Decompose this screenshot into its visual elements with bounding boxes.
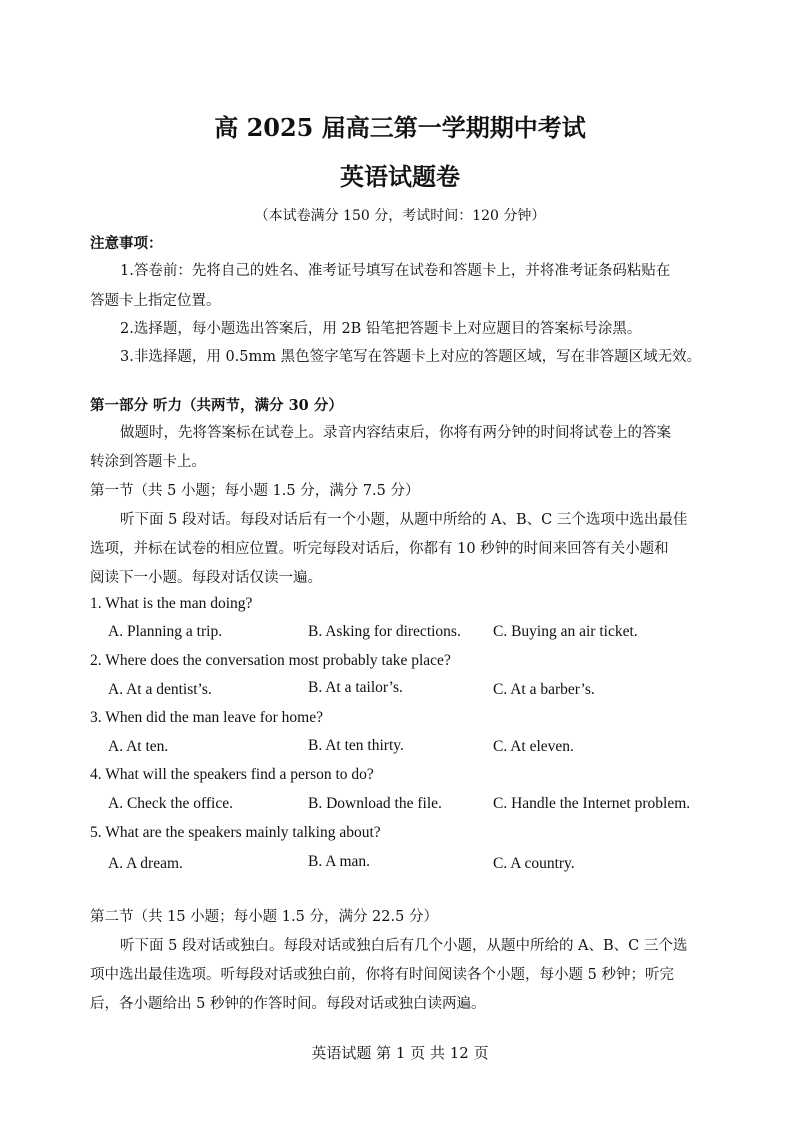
question-5-option-c: C. A country. — [493, 855, 575, 872]
notes-heading: 注意事项： — [90, 235, 163, 252]
part1-intro-line-1: 做题时，先将答案标在试卷上。录音内容结束后，你将有两分钟的时间将试卷上的答案 — [120, 425, 671, 441]
notes-item-2: 2.选择题，每小题选出答案后，用 2B 铅笔把答题卡上对应题目的答案标号涂黑。 — [120, 321, 642, 337]
question-5-stem: 5. What are the speakers mainly talking about? — [90, 824, 381, 841]
question-2-option-c: C. At a barber’s. — [493, 681, 595, 698]
question-1-option-a: A. Planning a trip. — [108, 623, 223, 640]
section1-intro-line-2: 选项，并标在试卷的相应位置。听完每段对话后，你都有 10 秒钟的时间来回答有关小题和 — [90, 541, 669, 557]
question-4-option-c: C. Handle the Internet problem. — [493, 795, 691, 812]
exam-title: 高 2025 届高三第一学期期中考试 — [214, 113, 586, 142]
section1-intro-line-1: 听下面 5 段对话。每段对话后有一个小题，从题中所给的 A、B、C 三个选项中选出最佳 — [120, 512, 688, 528]
question-4-stem: 4. What will the speakers find a person to do? — [90, 766, 374, 783]
exam-subtitle: 英语试题卷 — [340, 162, 460, 191]
question-1-option-b: B. Asking for directions. — [308, 623, 461, 640]
section2-intro-line-3: 后，各小题给出 5 秒钟的作答时间。每段对话或独白读两遍。 — [90, 996, 486, 1012]
section2-intro-line-1: 听下面 5 段对话或独白。每段对话或独白后有几个小题，从题中所给的 A、B、C 三个选 — [120, 938, 688, 954]
question-4-option-a: A. Check the office. — [108, 795, 233, 812]
section1-heading: 第一节（共 5 小题；每小题 1.5 分，满分 7.5 分） — [90, 483, 420, 499]
notes-item-1-line-2: 答题卡上指定位置。 — [90, 293, 221, 309]
part1-intro-line-2: 转涂到答题卡上。 — [90, 454, 206, 470]
question-3-option-b: B. At ten thirty. — [308, 737, 404, 754]
section2-intro-line-2: 项中选出最佳选项。听每段对话或独白前，你将有时间阅读各个小题，每小题 5 秒钟；听完 — [90, 967, 674, 983]
section2-heading: 第二节（共 15 小题；每小题 1.5 分，满分 22.5 分） — [90, 909, 438, 925]
question-3-option-a: A. At ten. — [108, 738, 169, 755]
question-5-option-b: B. A man. — [308, 853, 371, 870]
exam-info: （本试卷满分 150 分，考试时间：120 分钟） — [254, 208, 546, 224]
question-1-option-c: C. Buying an air ticket. — [493, 623, 638, 640]
question-5-option-a: A. A dream. — [108, 855, 183, 872]
question-1-stem: 1. What is the man doing? — [90, 595, 253, 612]
section1-intro-line-3: 阅读下一小题。每段对话仅读一遍。 — [90, 570, 322, 586]
notes-item-1-line-1: 1.答卷前：先将自己的姓名、准考证号填写在试卷和答题卡上，并将准考证条码粘贴在 — [120, 263, 671, 279]
question-3-option-c: C. At eleven. — [493, 738, 574, 755]
part1-heading: 第一部分 听力（共两节，满分 30 分） — [90, 397, 343, 414]
question-2-stem: 2. Where does the conversation most probably take place? — [90, 652, 451, 669]
notes-item-3: 3.非选择题，用 0.5mm 黑色签字笔写在答题卡上对应的答题区域，写在非答题区域无效。 — [120, 349, 702, 365]
question-3-stem: 3. When did the man leave for home? — [90, 709, 323, 726]
question-2-option-b: B. At a tailor’s. — [308, 679, 403, 696]
question-4-option-b: B. Download the file. — [308, 795, 442, 812]
question-2-option-a: A. At a dentist’s. — [108, 681, 212, 698]
page-footer: 英语试题 第 1 页 共 12 页 — [311, 1044, 489, 1062]
